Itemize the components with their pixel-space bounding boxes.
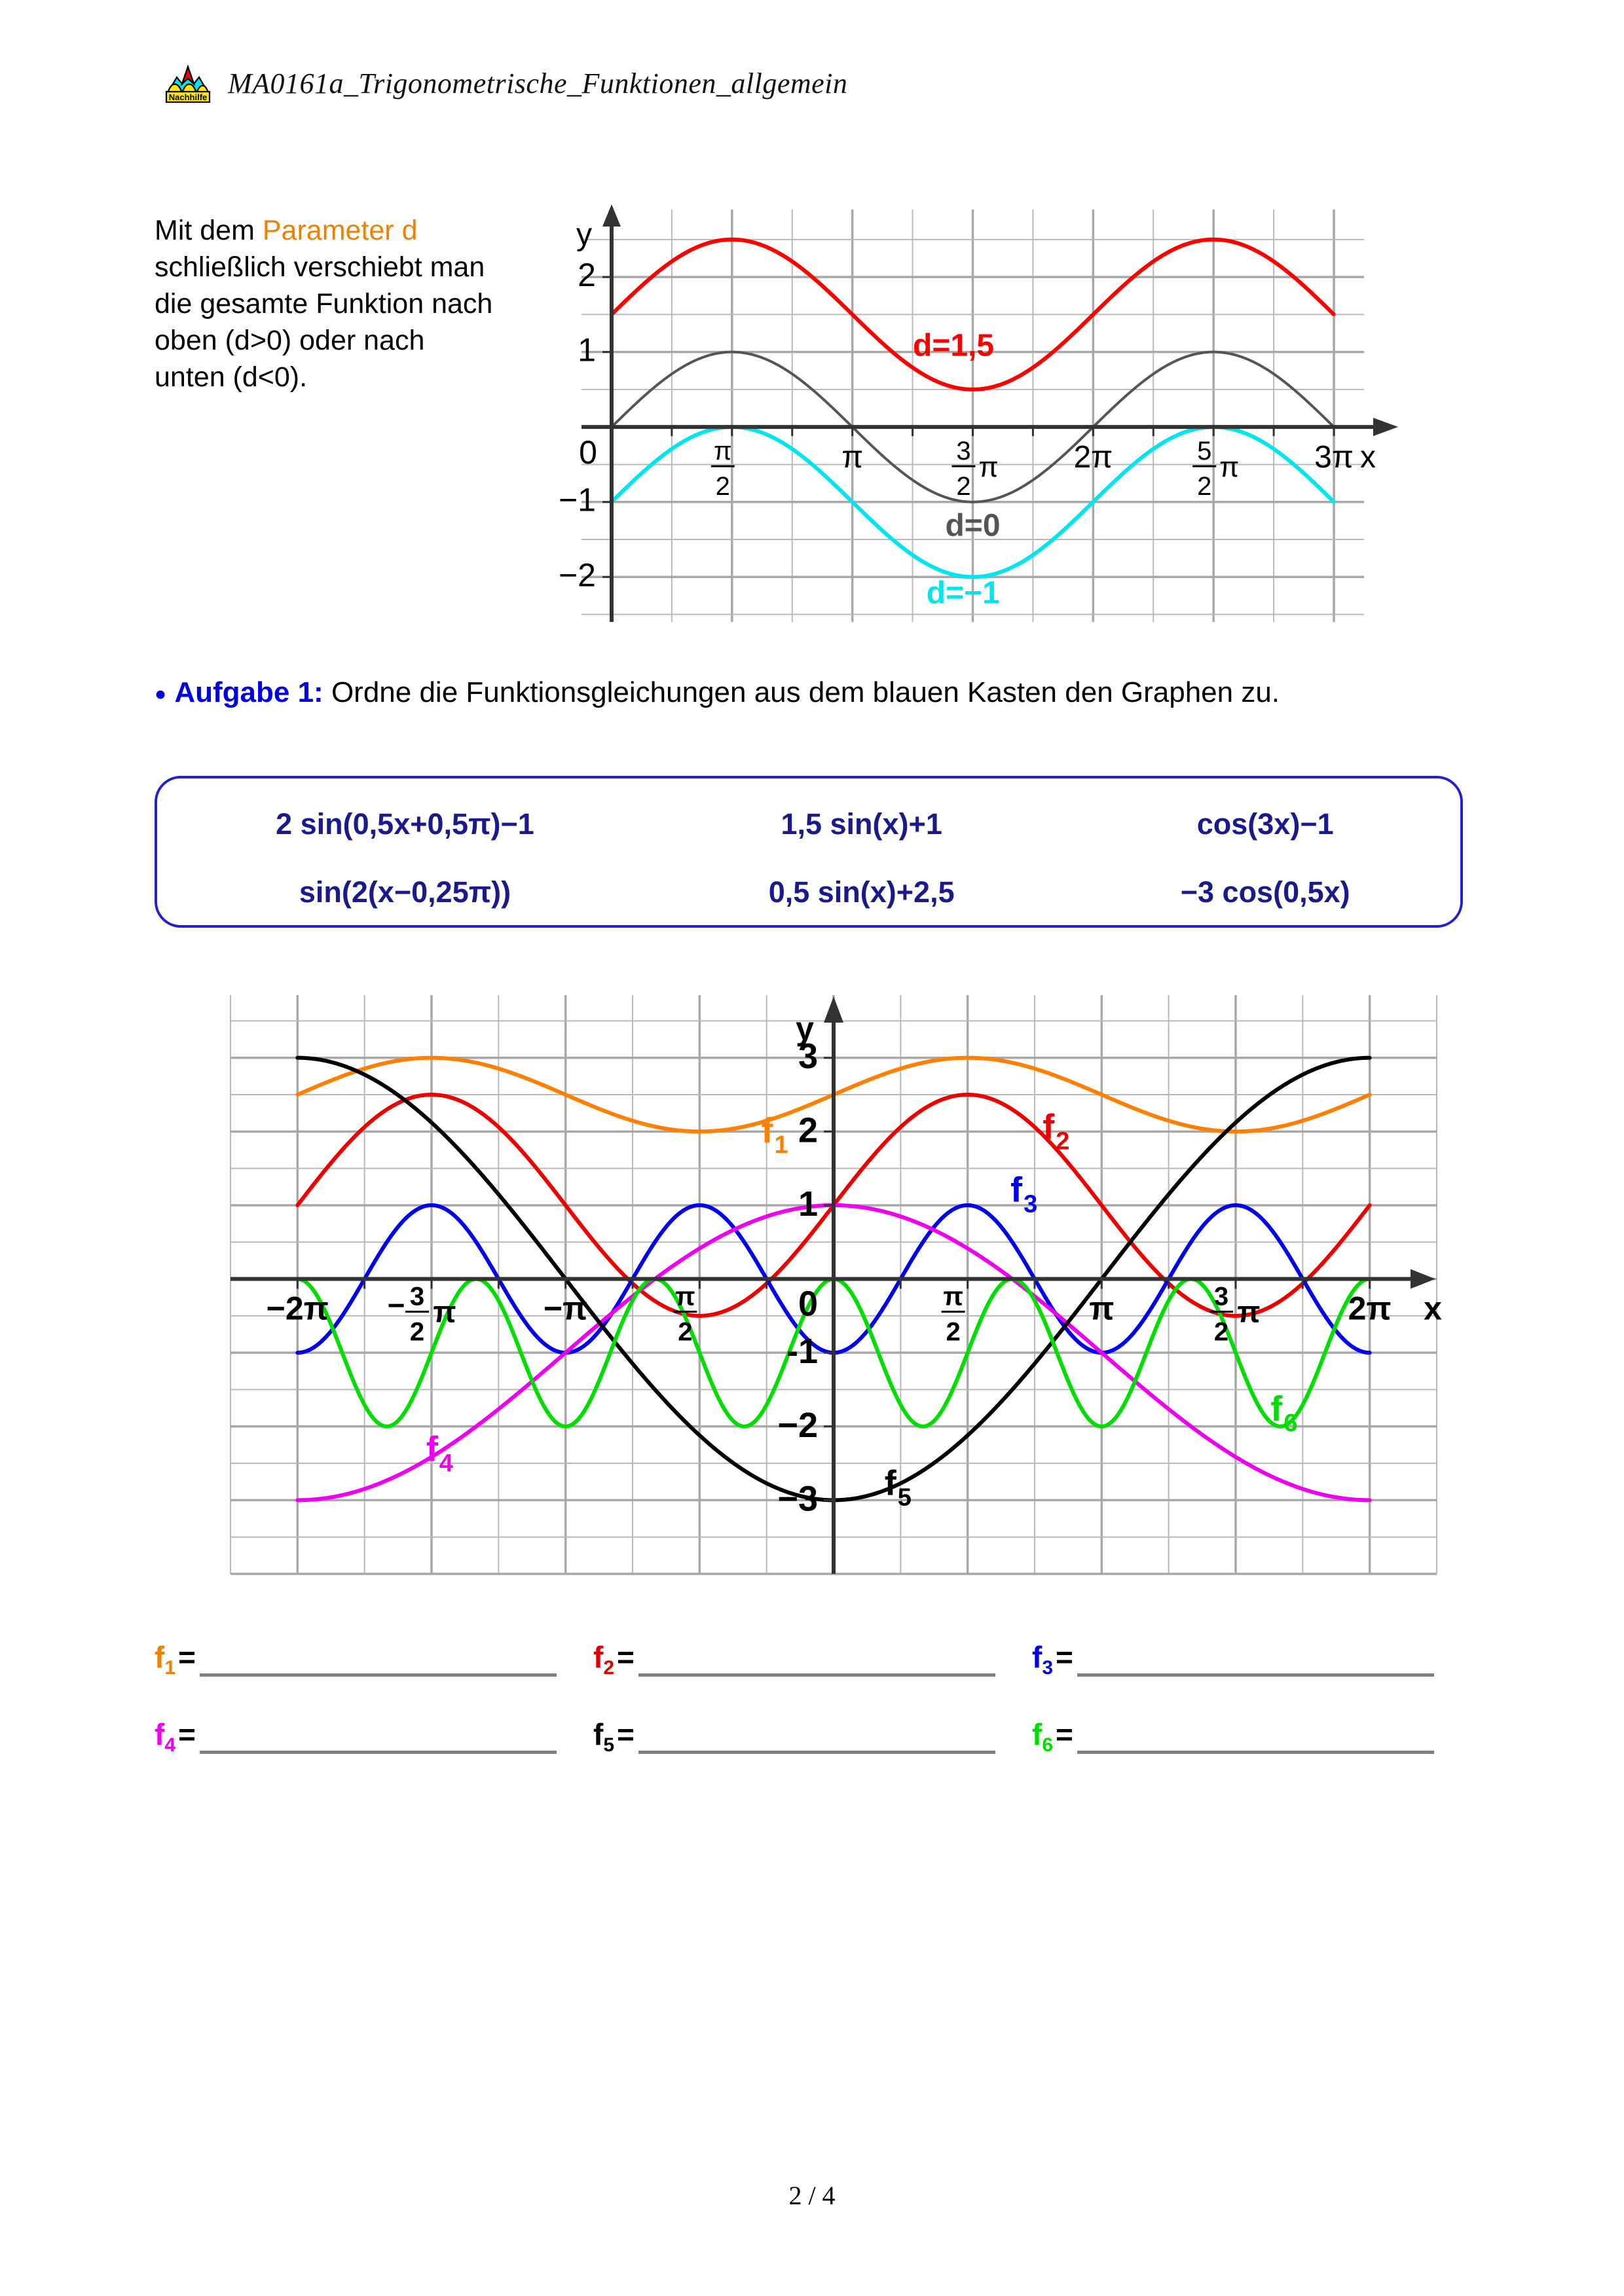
svg-text:3: 3 — [1213, 1282, 1229, 1311]
exercise-text: Ordne die Funktionsgleichungen aus dem blauen Kasten den Graphen zu. — [323, 676, 1280, 708]
answer-row — [155, 1637, 1471, 1714]
intro-rest: schließlich verschiebt man die gesamte Funktion nach oben (d>0) oder nach unten (d<0). — [155, 251, 493, 393]
y-axis-label: y — [796, 1010, 814, 1047]
x-tick-label: π — [841, 440, 864, 475]
y-axis-label: y — [576, 217, 592, 252]
x-tick-label: 2π — [1073, 440, 1113, 475]
y-tick-label: −2 — [777, 1405, 818, 1445]
document-title: MA0161a_Trigonometrische_Funktionen_allgemein — [228, 67, 848, 100]
answer-input-f1[interactable] — [200, 1673, 557, 1677]
logo-text: Nachhilfe — [168, 92, 208, 102]
y-tick-label: −3 — [777, 1479, 818, 1519]
chart-parameter-d — [542, 196, 1400, 635]
y-tick-label: 3 — [798, 1036, 818, 1076]
series-label-d15: d=1,5 — [913, 328, 995, 363]
svg-text:2: 2 — [1197, 472, 1212, 501]
svg-text:3: 3 — [956, 437, 971, 466]
formula-item: 2 sin(0,5x+0,5π)−1 — [276, 807, 534, 841]
series-label-d0: d=0 — [945, 508, 1001, 543]
series-label-f1: $f_1$ — [761, 1111, 788, 1159]
page-header — [162, 63, 847, 103]
formula-item: cos(3x)−1 — [1196, 807, 1334, 841]
svg-text:2: 2 — [715, 472, 730, 501]
answer-input-f5[interactable] — [638, 1751, 995, 1754]
page-footer: 2 / 4 — [788, 2181, 836, 2210]
series-label-f5: $f_5$ — [884, 1463, 912, 1512]
y-tick-label: -1 — [786, 1332, 818, 1372]
series-label-f3: $f_3$ — [1010, 1170, 1038, 1218]
exercise-heading — [155, 673, 1471, 713]
answer-label-f5: $f_5$ — [593, 1717, 615, 1757]
equals-sign: = — [1056, 1640, 1073, 1674]
equals-sign: = — [617, 1717, 635, 1751]
x-tick-label: π — [1089, 1290, 1115, 1327]
series-label-f6: $f_6$ — [1270, 1389, 1298, 1437]
intro-paragraph — [155, 213, 495, 395]
exercise-label: Aufgabe 1: — [174, 676, 323, 708]
svg-text:2: 2 — [946, 1317, 961, 1347]
svg-text:π: π — [978, 451, 999, 484]
y-tick-label: 1 — [798, 1184, 818, 1224]
answer-label-f6: $f_6$ — [1032, 1717, 1054, 1757]
svg-text:π: π — [675, 1282, 695, 1311]
nachhilfe-logo-icon — [162, 63, 213, 103]
y-tick-label: 0 — [579, 434, 597, 471]
x-tick-label: −π — [543, 1290, 588, 1327]
intro-accent: Parameter d — [262, 215, 418, 246]
equals-sign: = — [178, 1640, 196, 1674]
answer-label-f2: $f_2$ — [593, 1640, 615, 1679]
answer-cell-f1 — [155, 1637, 593, 1714]
answer-cell-f4 — [155, 1714, 593, 1791]
formula-row-2 — [157, 875, 1460, 909]
x-tick-label: 2π — [1348, 1290, 1392, 1327]
formula-row-1 — [157, 807, 1460, 841]
answer-row — [155, 1714, 1471, 1791]
answer-cell-f6 — [1032, 1714, 1471, 1791]
intro-pre: Mit dem — [155, 215, 263, 246]
y-tick-label: 1 — [578, 331, 596, 369]
svg-text:π: π — [714, 437, 732, 466]
answer-label-f4: $f_4$ — [155, 1717, 176, 1757]
formula-item: 0,5 sin(x)+2,5 — [768, 875, 955, 909]
x-tick-label: 3π — [1314, 440, 1354, 475]
svg-text:π: π — [1237, 1294, 1261, 1329]
y-tick-label: 0 — [798, 1284, 818, 1324]
equals-sign: = — [617, 1640, 635, 1674]
y-tick-label: −2 — [558, 556, 596, 594]
svg-text:π: π — [1219, 451, 1240, 484]
chart-assign-functions — [219, 983, 1476, 1586]
svg-text:2: 2 — [1213, 1317, 1229, 1347]
svg-text:2: 2 — [956, 472, 971, 501]
formula-item: sin(2(x−0,25π)) — [299, 875, 511, 909]
answer-input-f4[interactable] — [200, 1751, 557, 1754]
answer-input-f2[interactable] — [638, 1673, 995, 1677]
series-label-f2: $f_2$ — [1043, 1107, 1070, 1156]
svg-text:5: 5 — [1197, 437, 1212, 466]
x-tick-label: −2π — [266, 1290, 329, 1327]
answer-label-f1: $f_1$ — [155, 1640, 176, 1679]
series-label-d1: d=−1 — [926, 575, 1000, 611]
equals-sign: = — [1056, 1717, 1073, 1751]
chart-parameter-d-svg — [542, 196, 1400, 635]
x-axis-label: x — [1360, 440, 1376, 475]
answer-cell-f2 — [593, 1637, 1032, 1714]
svg-text:2: 2 — [409, 1317, 425, 1347]
y-tick-label: 2 — [798, 1110, 818, 1150]
svg-text:π: π — [433, 1294, 456, 1329]
equals-sign: = — [178, 1717, 196, 1751]
series-label-f4: $f_4$ — [426, 1429, 453, 1478]
answer-input-f3[interactable] — [1077, 1673, 1434, 1677]
svg-text:3: 3 — [409, 1282, 425, 1311]
svg-text:π: π — [943, 1282, 963, 1311]
answer-lines — [155, 1637, 1471, 1791]
chart-assign-functions-svg — [219, 983, 1476, 1586]
formula-item: −3 cos(0,5x) — [1180, 875, 1350, 909]
y-tick-label: 2 — [578, 257, 596, 294]
x-axis-label: x — [1424, 1290, 1442, 1327]
answer-cell-f5 — [593, 1714, 1032, 1791]
formula-box — [155, 776, 1463, 928]
answer-cell-f3 — [1032, 1637, 1471, 1714]
y-tick-label: −1 — [558, 481, 596, 519]
svg-text:2: 2 — [678, 1317, 693, 1347]
answer-label-f3: $f_3$ — [1032, 1640, 1054, 1679]
svg-text:−: − — [387, 1288, 405, 1322]
answer-input-f6[interactable] — [1077, 1751, 1434, 1754]
formula-item: 1,5 sin(x)+1 — [781, 807, 942, 841]
bullet-icon: ● — [155, 683, 167, 705]
